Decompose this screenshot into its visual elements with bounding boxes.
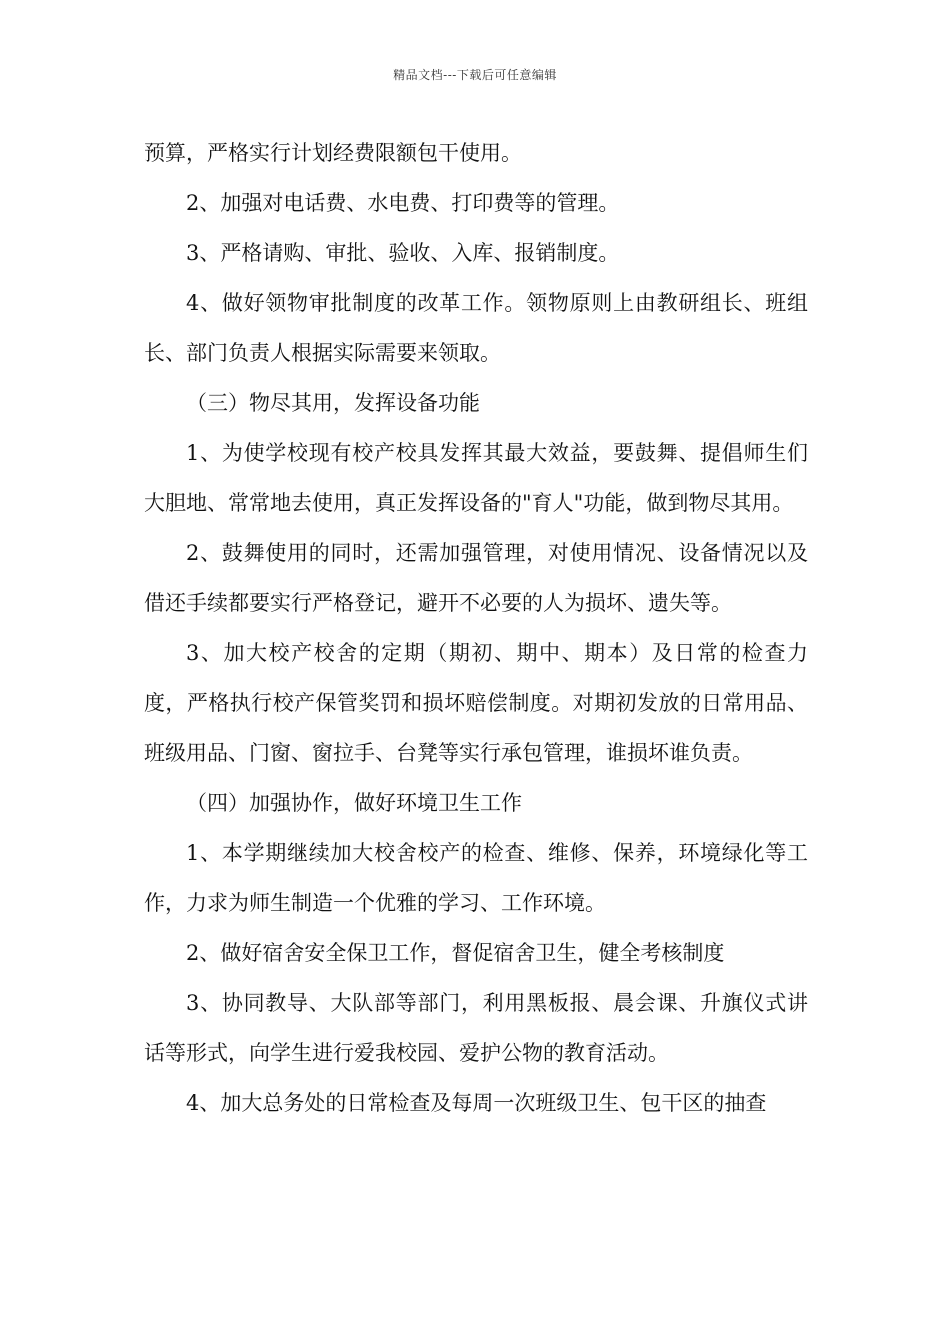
paragraph-item-3-education: 3、协同教导、大队部等部门，利用黑板报、晨会课、升旗仪式讲话等形式，向学生进行爱我校园、爱护公物的教育活动。: [144, 991, 808, 1065]
paragraph-item-4-checks: 4、加大总务处的日常检查及每周一次班级卫生、包干区的抽查: [186, 1091, 767, 1115]
section-heading-four: （四）加强协作，做好环境卫生工作: [186, 791, 522, 815]
paragraph-item-2-management: 2、鼓舞使用的同时，还需加强管理，对使用情况、设备情况以及借还手续都要实行严格登记，避开不必要的人为损坏、遗失等。: [144, 541, 808, 615]
paragraph-budget-continuation: 预算，严格实行计划经费限额包干使用。: [144, 141, 522, 165]
paragraph-item-1-maintenance: 1、本学期继续加大校舍校产的检查、维修、保养，环境绿化等工作，力求为师生制造一个优雅的学习、工作环境。: [144, 841, 808, 915]
paragraph-item-3-procurement: 3、严格请购、审批、验收、入库、报销制度。: [186, 241, 620, 265]
paragraph-item-2-dormitory: 2、做好宿舍安全保卫工作，督促宿舍卫生，健全考核制度: [186, 941, 725, 965]
section-heading-three: （三）物尽其用，发挥设备功能: [186, 391, 480, 415]
paragraph-item-3-inspection: 3、加大校产校舍的定期（期初、期中、期本）及日常的检查力度，严格执行校产保管奖罚和损坏赔偿制度。对期初发放的日常用品、班级用品、门窗、窗拉手、台凳等实行承包管理，谁损坏谁负责。: [144, 641, 808, 765]
paragraph-item-2-fees: 2、加强对电话费、水电费、打印费等的管理。: [186, 191, 620, 215]
paragraph-item-1-usage: 1、为使学校现有校产校具发挥其最大效益，要鼓舞、提倡师生们大胆地、常常地去使用，真正发挥设备的"育人"功能，做到物尽其用。: [144, 441, 808, 515]
page-header: 精品文档---下载后可任意编辑: [393, 68, 557, 82]
document-body: [144, 128, 808, 1128]
paragraph-item-4-requisition: 4、做好领物审批制度的改革工作。领物原则上由教研组长、班组长、部门负责人根据实际需要来领取。: [144, 291, 808, 365]
